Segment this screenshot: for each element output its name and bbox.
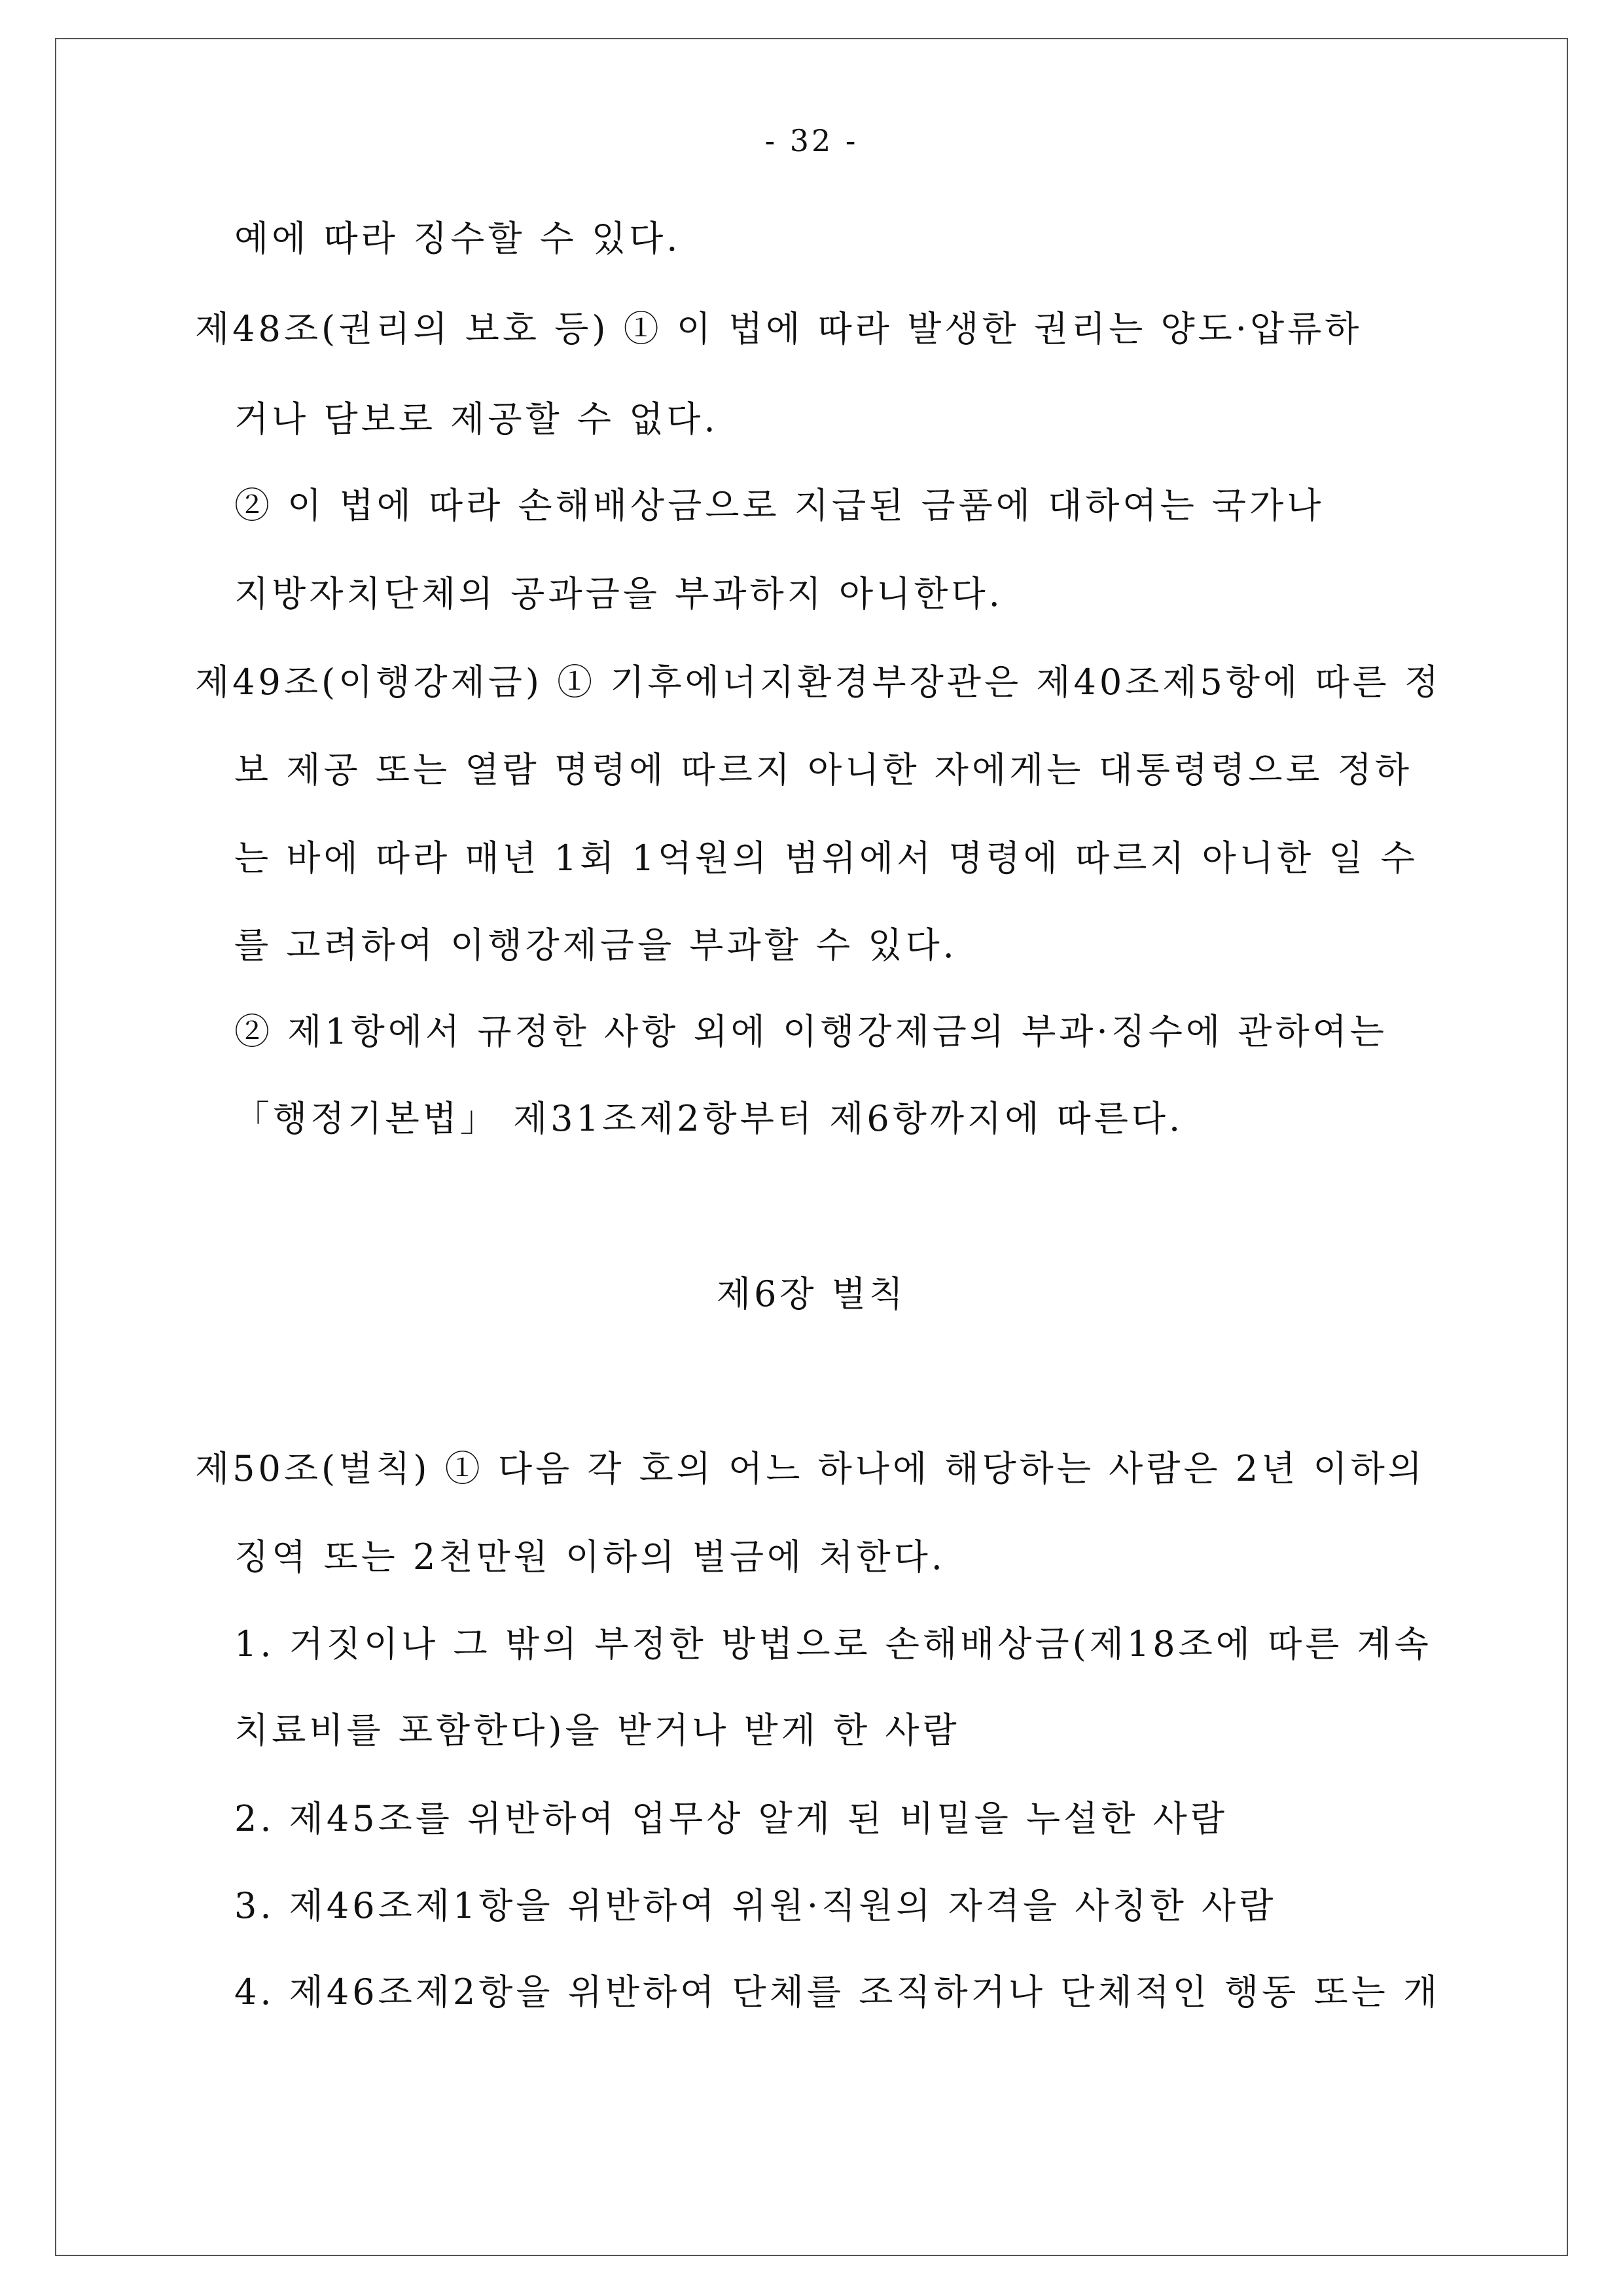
article-48-heading: 제48조(권리의 보호 등) ① 이 법에 따라 발생한 권리는 양도·압류하 bbox=[195, 308, 1363, 349]
text-line: 는 바에 따라 매년 1회 1억원의 범위에서 명령에 따르지 아니한 일 수 bbox=[234, 838, 1418, 879]
list-item: 3. 제46조제1항을 위반하여 위원·직원의 자격을 사칭한 사람 bbox=[234, 1885, 1277, 1926]
text-line: 를 고려하여 이행강제금을 부과할 수 있다. bbox=[234, 925, 957, 966]
list-item: 2. 제45조를 위반하여 업무상 알게 된 비밀을 누설한 사람 bbox=[234, 1798, 1228, 1839]
text-line: 예에 따라 징수할 수 있다. bbox=[234, 218, 681, 259]
article-49-heading: 제49조(이행강제금) ① 기후에너지환경부장관은 제40조제5항에 따른 정 bbox=[195, 662, 1442, 703]
chapter-heading: 제6장 벌칙 bbox=[716, 1273, 907, 1315]
text-line: 거나 담보로 제공할 수 없다. bbox=[234, 398, 719, 440]
article-49-paragraph-2: ② 제1항에서 규정한 사항 외에 이행강제금의 부과·징수에 관하여는 bbox=[234, 1011, 1387, 1052]
article-48-paragraph-2: ② 이 법에 따라 손해배상금으로 지급된 금품에 대하여는 국가나 bbox=[234, 485, 1325, 526]
text-line: 보 제공 또는 열람 명령에 따르지 아니한 자에게는 대통령령으로 정하 bbox=[234, 749, 1413, 790]
list-item: 4. 제46조제2항을 위반하여 단체를 조직하거나 단체적인 행동 또는 개 bbox=[234, 1971, 1441, 2013]
text-line: 지방자치단체의 공과금을 부과하지 아니한다. bbox=[234, 573, 1003, 614]
text-line: 징역 또는 2천만원 이하의 벌금에 처한다. bbox=[234, 1536, 946, 1578]
text-line: 치료비를 포함한다)을 받거나 받게 한 사람 bbox=[234, 1710, 960, 1751]
list-item: 1. 거짓이나 그 밖의 부정한 방법으로 손해배상금(제18조에 따른 계속 bbox=[234, 1623, 1432, 1665]
article-50-heading: 제50조(벌칙) ① 다음 각 호의 어느 하나에 해당하는 사람은 2년 이하의 bbox=[195, 1448, 1425, 1489]
text-line: 「행정기본법」 제31조제2항부터 제6항까지에 따른다. bbox=[234, 1098, 1184, 1139]
page-number: - 32 - bbox=[764, 123, 859, 158]
